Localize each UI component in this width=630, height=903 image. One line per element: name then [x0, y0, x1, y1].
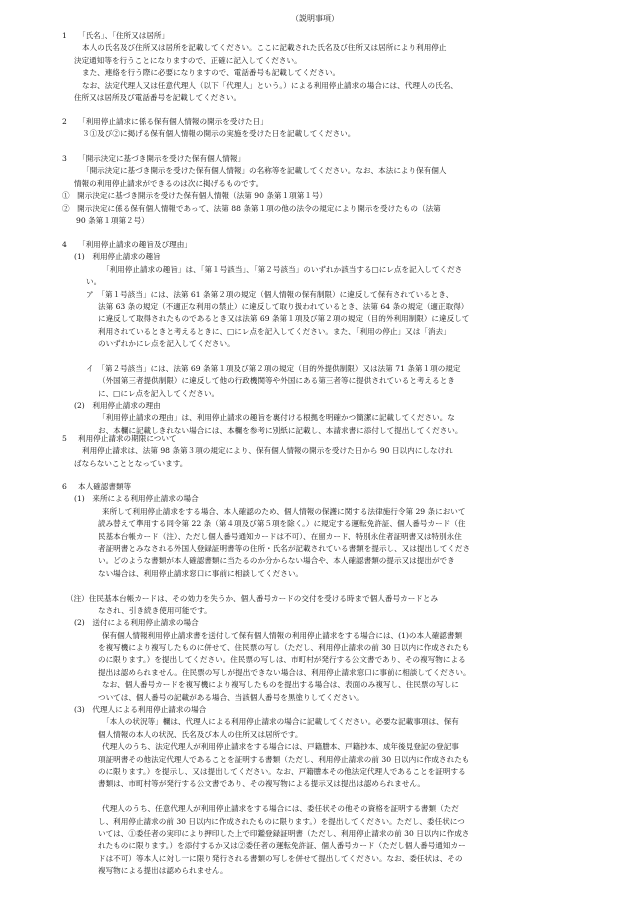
- section-text: れたものに限ります。）を添付するか又は②委任者の運転免許証、個人番号カード（ただし個人番号通知カー: [98, 841, 466, 851]
- section-text: い。どのような書類が本人確認書類に当たるのか分からない場合や、本人確認書類の提示又は提出ができ: [98, 556, 455, 566]
- section-text: し、利用停止請求の前 30 日以内に作成されたものに限ります。）を提出してください。ただし、委任状につ: [98, 816, 465, 826]
- section-text: 情報の利用停止請求ができるのは次に掲げるものです。: [74, 178, 264, 188]
- section-text: ア 「第１号該当」には、法第 61 条第２項の規定（個人情報の保有制限）に違反して保有されているとき、: [86, 289, 454, 299]
- section-text: 決定通知等を行うことになりますので、正確に記入してください。: [74, 55, 302, 65]
- section-text: また、連絡を行う際に必要になりますので、電話番号も記載してください。: [82, 68, 341, 78]
- section-heading: 「利用停止請求の趣旨及び理由」: [78, 240, 192, 249]
- section-text: （注）住民基本台帳カードは、その効力を失うか、個人番号カードの交付を受ける時まで個人番号カードとみ: [66, 593, 439, 603]
- section-text: なお、法定代理人又は任意代理人（以下「代理人」という。）による利用停止請求の場合には、代理人の氏名、: [82, 80, 458, 90]
- section-text: 項証明書その他法定代理人であることを証明する書類（ただし、利用停止請求の前 30 日以内に作成されたも: [98, 754, 470, 764]
- document-title: （説明事項）: [291, 14, 339, 23]
- section-heading: 「開示決定に基づき開示を受けた保有個人情報」: [78, 154, 246, 163]
- section-number: 2: [62, 117, 67, 126]
- section-3: [62, 153, 552, 227]
- section-text: ３①及び②に掲げる保有個人情報の開示の実施を受けた日を記載してください。: [82, 129, 356, 139]
- section-text: 利用されているときと考えるときに、□にレ点を記入してください。また、「利用の停止」又は「消去」: [98, 326, 451, 336]
- section-1: [62, 30, 552, 104]
- section-text: ついては、個人番号の記載がある場合、当該個人番号を黒塗りしてください。: [98, 692, 364, 702]
- section-text: 複写物による提出は認められません。: [98, 866, 228, 876]
- section-2: [62, 116, 552, 141]
- section-text: (1) 来所による利用停止請求の場合: [74, 494, 199, 504]
- section-text: 90 条第１項第２号）: [76, 215, 149, 225]
- section-text: 来所して利用停止請求をする場合、本人確認のため、個人情報の保護に関する法律施行令第 29 条において: [102, 506, 466, 516]
- section-text: ② 開示決定に係る保有個人情報であって、法第 88 条第１項の他の法令の規定により開示を受けたもの（法第: [62, 203, 441, 213]
- section-text: なお、個人番号カードを複写機により複写したものを提出する場合は、表面のみ複写し、住民票の写しに: [102, 680, 459, 690]
- section-text: のいずれかにレ点を記入してください。: [98, 339, 235, 349]
- section-text: （外国第三者提供制限）に違反して他の行政機関等や外国にある第三者等に提供されていると考えるとき: [98, 376, 455, 386]
- section-text: 書類は、市町村等が発行する公文書であり、その複写物による提示又は提出は認められません。: [98, 779, 425, 789]
- section-text: お、本欄に記載しきれない場合には、本欄を参考に別紙に記載し、本請求書に添付して提出してください。: [98, 425, 463, 435]
- section-heading: 「氏名」、「住所又は居所」: [78, 31, 170, 40]
- section-number: 5: [62, 434, 67, 443]
- section-text: 「本人の状況等」欄は、代理人による利用停止請求の場合に記載してください。必要な記載事項は、保有: [102, 717, 459, 727]
- section-text: 民基本台帳カード（注）、ただし個人番号通知カードは不可）、在留カード、特別永住者証明書又は特別永住: [98, 531, 462, 541]
- section-text: 「開示決定に基づき開示を受けた保有個人情報」の名称等を記載してください。なお、本法により保有個人: [82, 166, 447, 176]
- section-text: 保有個人情報利用停止請求書を送付して保有個人情報の利用停止請求をする場合には、(1)の本人確認書類: [102, 630, 463, 640]
- section-text: 法第 63 条の規定（不適正な利用の禁止）に違反して取り扱われているとき、法第 64 条の規定（適正取得）: [98, 301, 469, 311]
- section-text: 利用停止請求は、法第 98 条第３項の規定により、保有個人情報の開示を受けた日から 90 日以内にしなけれ: [82, 446, 453, 456]
- section-text: 提出は認められません。住民票の写しが提出できない場合は、利用停止請求窓口に事前に相談してください。: [98, 667, 471, 677]
- section-text: (1) 利用停止請求の趣旨: [74, 252, 161, 262]
- section-text: 者証明書とみなされる外国人登録証明書等の住所・氏名が記載されている書類を提示し、又は提出してくださ: [98, 543, 471, 553]
- section-text: 個人情報の本人の状況、氏名及び本人の住所又は居所です。: [98, 729, 303, 739]
- section-text: に、□にレ点を記入してください。: [98, 388, 220, 398]
- section-text: い。: [86, 277, 102, 287]
- section-number: 3: [62, 154, 67, 163]
- section-heading: 本人確認書類等: [78, 482, 132, 491]
- section-text: いては、①委任者の実印により押印した上で印鑑登録証明書（ただし、利用停止請求の前 30 日以内に作成さ: [98, 828, 470, 838]
- section-text: 本人の氏名及び住所又は居所を記載してください。ここに記載された氏名及び住所又は居所により利用停止: [82, 43, 447, 53]
- section-text: のに限ります。）を提示し、又は提出してください。なお、戸籍謄本その他法定代理人であることを証明する: [98, 766, 466, 776]
- section-number: 4: [62, 240, 67, 249]
- section-text: 代理人のうち、任意代理人が利用停止請求をする場合には、委任状その他その資格を証明する書類（ただ: [102, 804, 459, 814]
- section-text: 「利用停止請求の理由」は、利用停止請求の趣旨を裏付ける根拠を明確かつ簡潔に記載してください。な: [98, 413, 455, 423]
- section-heading: 利用停止請求の期限について: [78, 434, 177, 443]
- section-text: (2) 送付による利用停止請求の場合: [74, 618, 199, 628]
- section-text: 住所又は居所及び電話番号を記載してください。: [74, 92, 242, 102]
- section-text: ない場合は、利用停止請求窓口に事前に相談してください。: [98, 568, 304, 578]
- section-text: に違反して取得されたものであるとき又は法第 69 条第１項及び第２項の規定（目的外利用制限）に違反して: [98, 314, 470, 324]
- section-text: ばならないこととなっています。: [74, 458, 188, 468]
- section-text: 読み替えて準用する同令第 22 条（第４項及び第５項を除く。）に規定する運転免許証、個人番号カード（住: [98, 519, 466, 529]
- section-6: [62, 481, 552, 878]
- section-4: [62, 239, 552, 437]
- section-text: ① 開示決定に基づき開示を受けた保有個人情報（法第 90 条第１項第１号）: [62, 191, 328, 201]
- section-text: ドは不可）等本人に対し一に限り発行される書類の写しを併せて提出してください。なお、委任状は、その: [98, 853, 463, 863]
- section-text: のに限ります。）を提出してください。住民票の写しは、市町村が発行する公文書であり、その複写物による: [98, 655, 466, 665]
- section-text: 「利用停止請求の趣旨」は、「第１号該当」、「第２号該当」のいずれか該当する□にレ点を記入してくださ: [102, 264, 463, 274]
- section-text: イ 「第２号該当」には、法第 69 条第１項及び第２項の規定（目的外提供制限）又は法第 71 条第１項の規定: [86, 363, 461, 373]
- section-text: (2) 利用停止請求の理由: [74, 401, 161, 411]
- section-text: なされ、引き続き使用可能です。: [98, 605, 212, 615]
- section-number: 6: [62, 482, 67, 491]
- section-number: 1: [62, 31, 67, 40]
- section-5: [62, 433, 552, 470]
- section-text: (3) 代理人による利用停止請求の場合: [74, 705, 207, 715]
- section-heading: 「利用停止請求に係る保有個人情報の開示を受けた日」: [78, 117, 268, 126]
- section-text: を複写機により複写したものに併せて、住民票の写し（ただし、利用停止請求の前 30 日以内に作成されたも: [98, 643, 470, 653]
- section-text: 代理人のうち、法定代理人が利用停止請求をする場合には、戸籍謄本、戸籍抄本、成年後見登記の登記事: [102, 742, 459, 752]
